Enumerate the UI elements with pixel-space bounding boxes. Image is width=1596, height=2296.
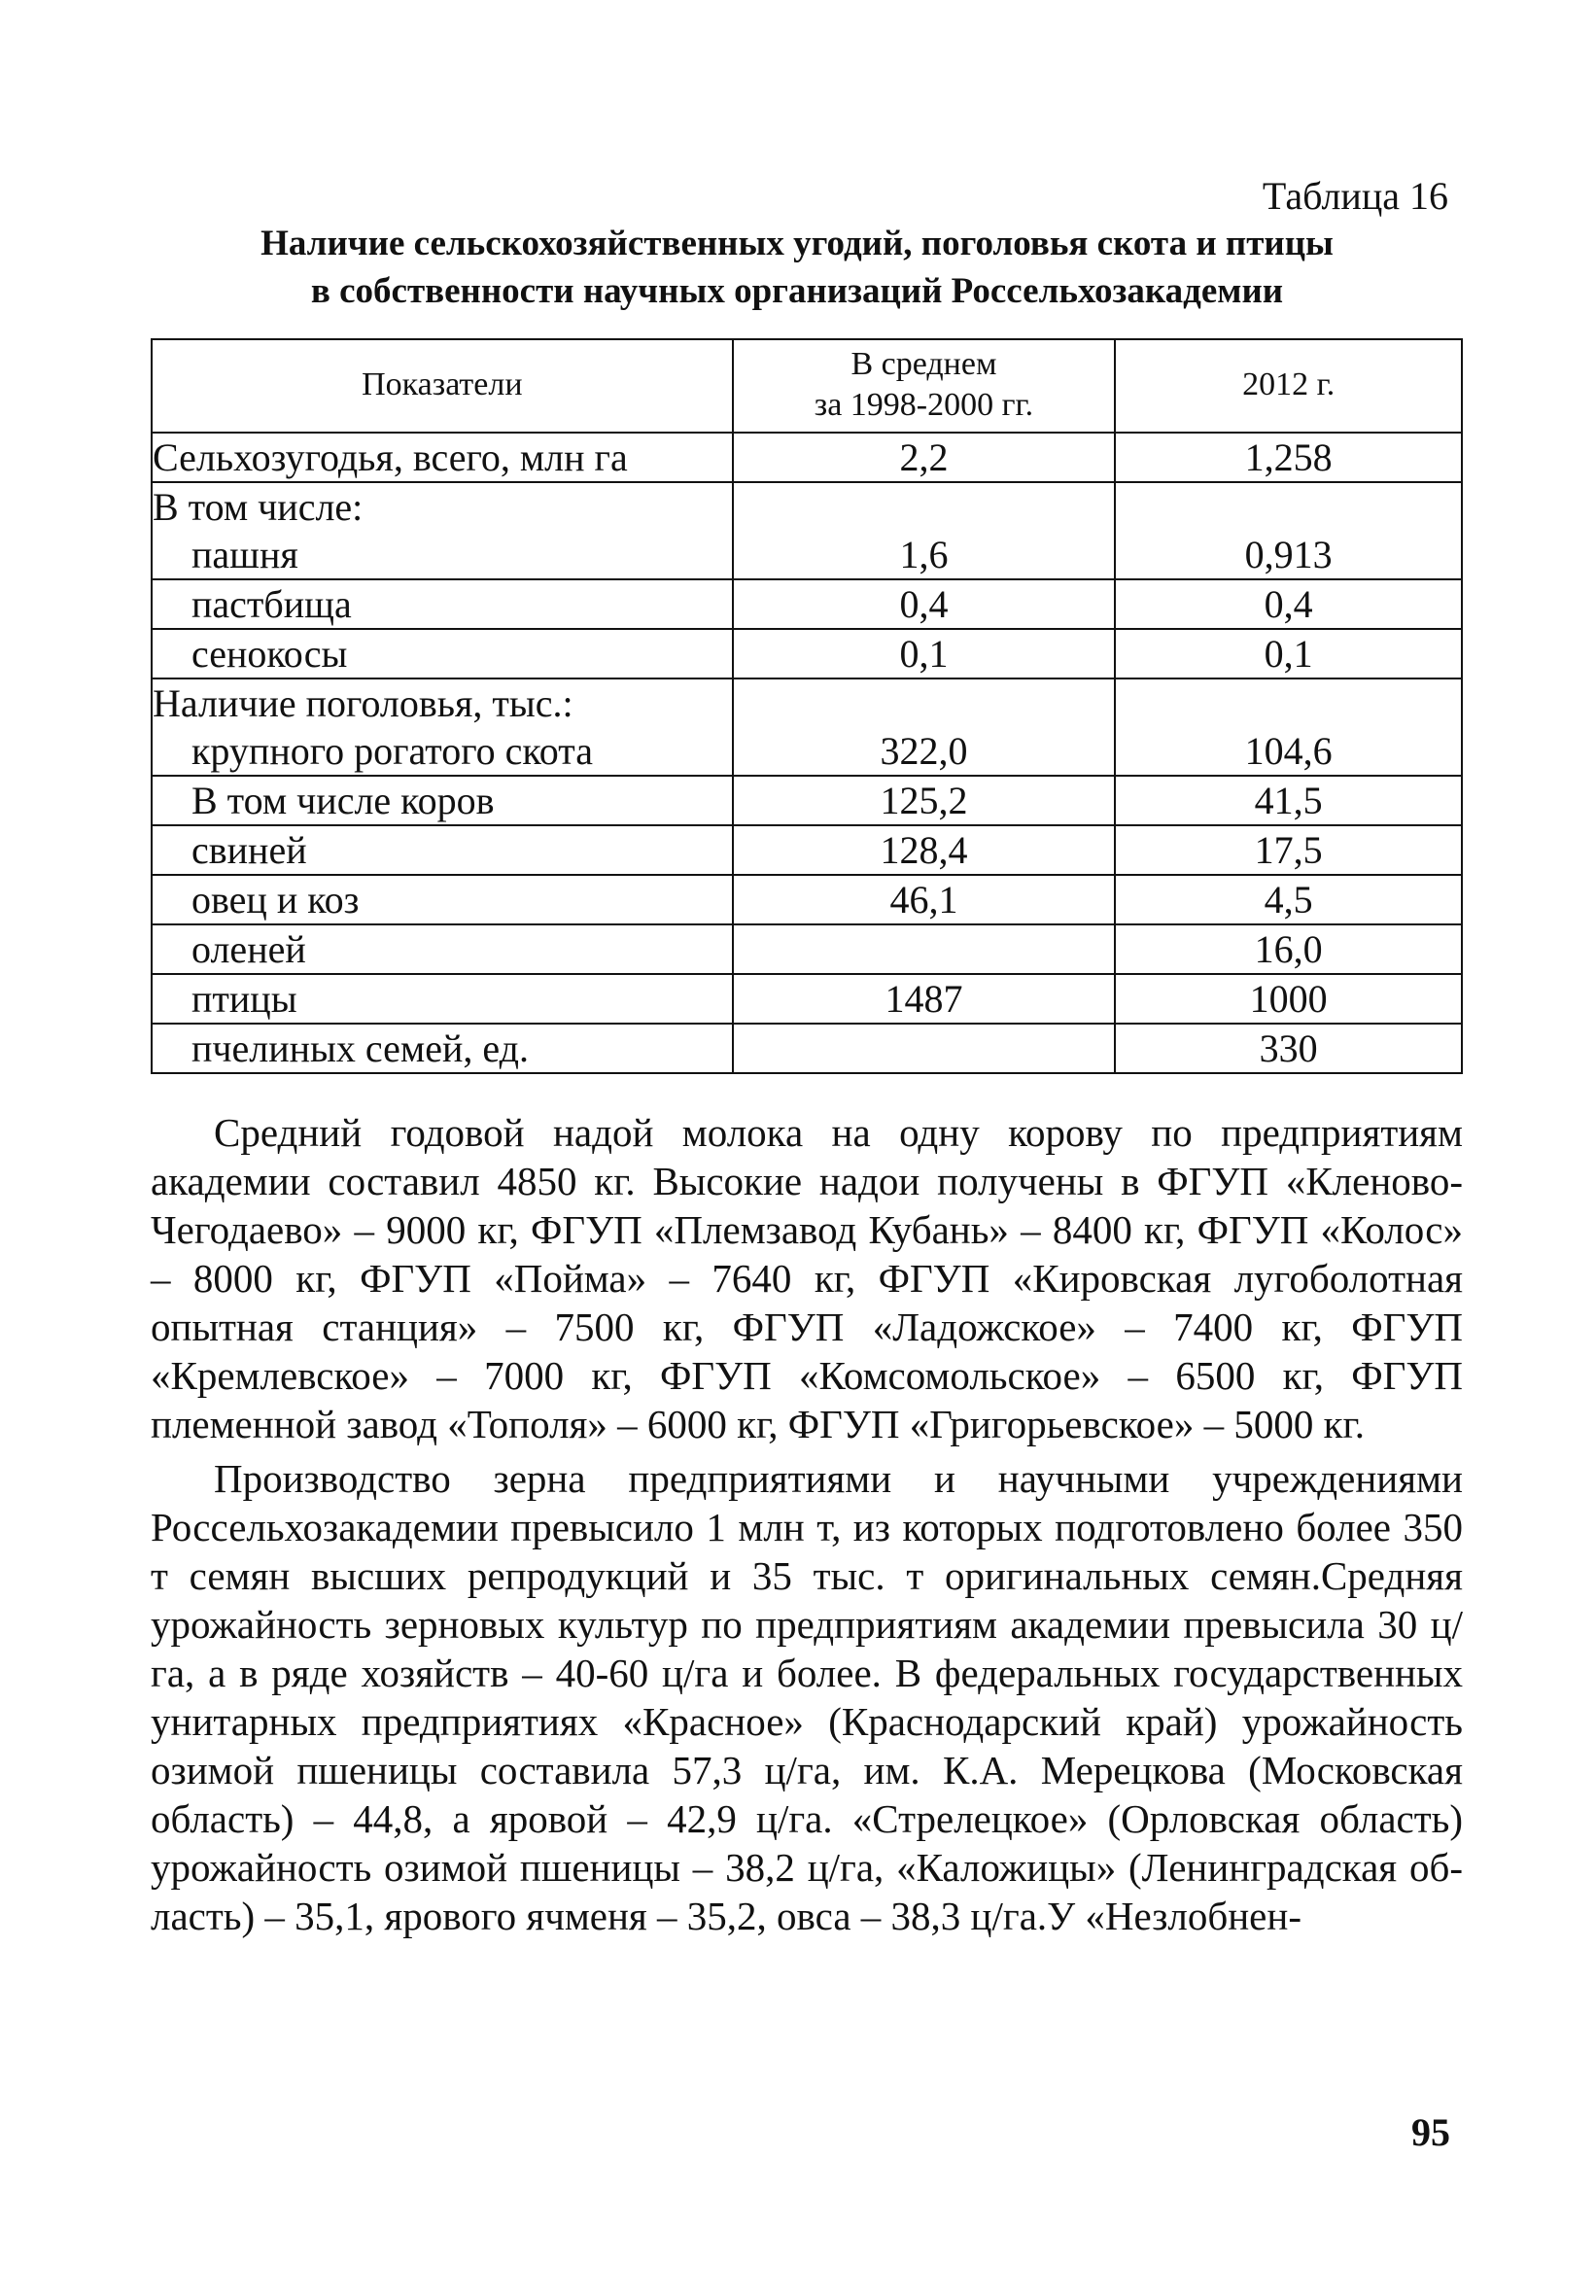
table-row bbox=[152, 482, 1462, 579]
header-average bbox=[733, 339, 1116, 433]
row-label: птицы bbox=[191, 977, 297, 1021]
row-label: пашня bbox=[191, 533, 298, 576]
row-label-cell bbox=[152, 579, 733, 629]
row-label-cell bbox=[152, 875, 733, 924]
row-label: крупного рогатого скота bbox=[191, 729, 593, 773]
row-label-cell bbox=[152, 974, 733, 1024]
paragraph-grain-production: Производство зерна предприятиями и научными учреждениями Россельхозакадемии превысило 1 млн т, из которых подготовлено более 350 т семян высших репродукций и 35 тыс. т оригинальных семян.Средняя урожайность зерновых культур по предприятиям академии превысила 30 ц/га, а в ряде хозяйств – 40-60 ц/га и более. В федеральных государственных унитарных предприятиях «Красное» (Краснодарский край) урожайность озимой пшеницы составила 57,3 ц/га, им. К.А. Мерецкова (Московская область) – 44,8, а яровой – 42,9 ц/га. «Стрелецкое» (Орловская область) урожайность озимой пшеницы – 38,2 ц/га, «Каложицы» (Ленинградская область) – 35,1, ярового ячменя – 35,2, овса – 38,3 ц/га.У «Незлобнен- bbox=[151, 1456, 1463, 1938]
body-text bbox=[151, 1108, 1463, 1946]
row-label-cell bbox=[152, 629, 733, 678]
row-value-average: 128,4 bbox=[733, 825, 1116, 875]
row-value-2012: 0,1 bbox=[1115, 629, 1462, 678]
table-row bbox=[152, 825, 1462, 875]
row-label-cell bbox=[152, 776, 733, 825]
row-label-group bbox=[152, 678, 733, 776]
row-label-cell bbox=[152, 1024, 733, 1073]
header-2012: 2012 г. bbox=[1115, 339, 1462, 433]
row-label: овец и коз bbox=[191, 878, 360, 922]
row-label: В том числе коров bbox=[191, 779, 495, 822]
table-title-line-2: в собственности научных организаций Россельхозакадемии bbox=[310, 271, 1284, 311]
row-value-2012: 104,6 bbox=[1115, 678, 1462, 776]
table-label: Таблица 16 bbox=[1262, 174, 1448, 218]
page-number: 95 bbox=[1411, 2110, 1450, 2154]
table-title bbox=[146, 220, 1448, 315]
row-value-average: 2,2 bbox=[733, 433, 1116, 482]
row-value-average: 46,1 bbox=[733, 875, 1116, 924]
row-value-2012: 0,4 bbox=[1115, 579, 1462, 629]
row-value-average: 322,0 bbox=[733, 678, 1116, 776]
header-indicators: Показатели bbox=[152, 339, 733, 433]
table-row bbox=[152, 776, 1462, 825]
row-label: свиней bbox=[191, 828, 307, 872]
row-value-2012: 4,5 bbox=[1115, 875, 1462, 924]
row-value-2012: 16,0 bbox=[1115, 924, 1462, 974]
header-average-line-1: В среднем bbox=[850, 346, 997, 382]
row-value-2012: 41,5 bbox=[1115, 776, 1462, 825]
table-header-row bbox=[152, 339, 1462, 433]
row-value-average: 0,1 bbox=[733, 629, 1116, 678]
row-value-2012: 330 bbox=[1115, 1024, 1462, 1073]
row-label-cell bbox=[152, 825, 733, 875]
header-average-line-2: за 1998-2000 гг. bbox=[814, 387, 1034, 423]
table-row bbox=[152, 433, 1462, 482]
row-label: пчелиных семей, ед. bbox=[191, 1026, 529, 1070]
row-group-heading: Наличие поголовья, тыс.: bbox=[153, 681, 573, 725]
row-label-cell bbox=[152, 924, 733, 974]
row-label: пастбища bbox=[191, 582, 352, 626]
table-row bbox=[152, 1024, 1462, 1073]
row-value-2012: 1000 bbox=[1115, 974, 1462, 1024]
table-row bbox=[152, 924, 1462, 974]
row-value-average: 125,2 bbox=[733, 776, 1116, 825]
row-value-average: 0,4 bbox=[733, 579, 1116, 629]
table-title-line-1: Наличие сельскохозяйственных угодий, поголовья скота и птицы bbox=[260, 224, 1334, 263]
data-table bbox=[151, 338, 1463, 1074]
table-row bbox=[152, 875, 1462, 924]
row-value-average bbox=[733, 1024, 1116, 1073]
row-label: оленей bbox=[191, 927, 306, 971]
row-label: Сельхозугодья, всего, млн га bbox=[152, 433, 733, 482]
row-value-average bbox=[733, 924, 1116, 974]
row-value-2012: 0,913 bbox=[1115, 482, 1462, 579]
row-label-group bbox=[152, 482, 733, 579]
row-value-2012: 17,5 bbox=[1115, 825, 1462, 875]
table-row bbox=[152, 629, 1462, 678]
row-group-heading: В том числе: bbox=[153, 485, 364, 529]
table-row bbox=[152, 579, 1462, 629]
row-value-average: 1,6 bbox=[733, 482, 1116, 579]
table-row bbox=[152, 678, 1462, 776]
row-value-2012: 1,258 bbox=[1115, 433, 1462, 482]
paragraph-milk-yield: Средний годовой надой молока на одну корову по предприятиям академии составил 4850 кг. Высокие надои получены в ФГУП «Кленово-Чегодаево» – 9000 кг, ФГУП «Племзавод Кубань» – 8400 кг, ФГУП «Колос» – 8000 кг, ФГУП «Пойма» – 7640 кг, ФГУП «Кировская лугоболотная опытная станция» – 7500 кг, ФГУП «Ладожское» – 7400 кг, ФГУП «Кремлевское» – 7000 кг, ФГУП «Комсомольское» – 6500 кг, ФГУП племенной завод «Тополя» – 6000 кг, ФГУП «Григорьевское» – 5000 кг. bbox=[151, 1110, 1463, 1446]
table-row bbox=[152, 974, 1462, 1024]
row-value-average: 1487 bbox=[733, 974, 1116, 1024]
row-label: сенокосы bbox=[191, 632, 348, 676]
